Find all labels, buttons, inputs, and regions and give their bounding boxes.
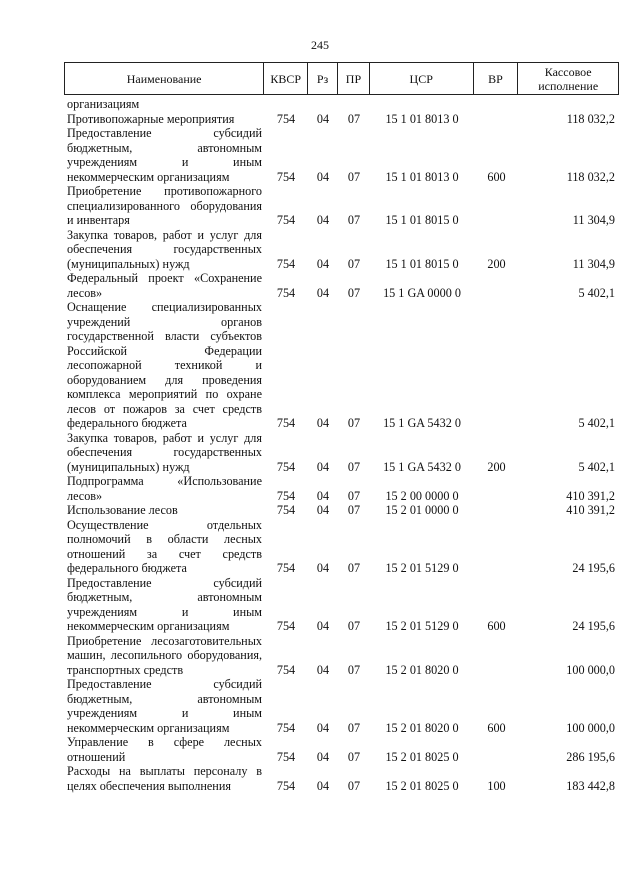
row-rz: 04 (316, 619, 330, 633)
row-sum: 11 304,9 (572, 256, 615, 271)
row-kvsr: 754 (276, 285, 296, 300)
row-name: Управление в сфере лесных отношений (67, 735, 262, 764)
row-csr: 15 2 01 5129 0 (385, 561, 459, 575)
row-kvsr: 754 (276, 561, 296, 575)
row-rz: 04 (316, 561, 330, 575)
table-row (64, 300, 619, 431)
header-vr: ВР (474, 63, 519, 94)
row-vr: 100 (487, 778, 506, 793)
row-kvsr: 754 (276, 503, 296, 517)
header-pr: ПР (338, 63, 370, 94)
row-vr: 200 (487, 459, 506, 474)
row-kvsr: 754 (276, 778, 296, 793)
table-row (64, 735, 619, 764)
row-sum: 410 391,2 (566, 503, 615, 517)
row-csr: 15 1 GA 5432 0 (383, 416, 461, 430)
row-sum: 11 304,9 (572, 213, 615, 227)
row-sum: 24 195,6 (572, 561, 615, 575)
row-csr: 15 2 01 8020 0 (385, 720, 459, 735)
row-csr: 15 1 01 8013 0 (385, 111, 459, 126)
table-header (64, 62, 619, 95)
row-rz: 04 (316, 213, 330, 227)
page-number: 245 (311, 38, 329, 52)
row-vr: 600 (487, 720, 506, 735)
row-pr: 07 (347, 488, 361, 503)
row-pr: 07 (347, 778, 361, 793)
row-pr: 07 (347, 749, 361, 764)
row-pr: 07 (347, 459, 361, 474)
row-rz: 04 (316, 503, 330, 517)
table-row (64, 576, 619, 634)
row-name: Закупка товаров, работ и услуг для обеспечения государственных (муниципальных) нужд (67, 430, 262, 474)
row-rz: 04 (316, 749, 330, 764)
row-pr: 07 (347, 213, 361, 227)
row-csr: 15 1 01 8015 0 (385, 213, 459, 227)
header-name: Наименование (65, 63, 264, 94)
row-rz: 04 (316, 416, 330, 430)
row-pr: 07 (347, 169, 361, 184)
row-name: Осуществление отдельных полномочий в области лесных отношений за счет средств федерального бюджета (67, 517, 262, 575)
row-rz: 04 (316, 256, 330, 271)
row-name: Предоставление субсидий бюджетным, автономным учреждениям и иным некоммерческим организациям (67, 575, 262, 633)
row-pr: 07 (347, 111, 361, 126)
table-row (64, 634, 619, 678)
row-vr: 600 (487, 169, 506, 184)
row-csr: 15 1 GA 0000 0 (383, 285, 461, 300)
row-name: организациям (67, 97, 140, 111)
row-rz: 04 (316, 662, 330, 677)
row-sum: 24 195,6 (572, 619, 615, 633)
row-name: Расходы на выплаты персоналу в целях обеспечения выполнения (67, 764, 262, 793)
row-name: Подпрограмма «Использование лесов» (67, 474, 262, 503)
row-csr: 15 2 01 8025 0 (385, 749, 459, 764)
row-kvsr: 754 (276, 416, 296, 430)
row-sum: 183 442,8 (566, 778, 615, 793)
row-kvsr: 754 (276, 111, 296, 126)
table-row (64, 112, 619, 127)
row-csr: 15 1 01 8013 0 (385, 169, 459, 184)
header-kvsr: КВСР (264, 63, 308, 94)
row-kvsr: 754 (276, 169, 296, 184)
row-name: Противопожарные мероприятия (67, 111, 235, 126)
row-sum: 410 391,2 (566, 488, 615, 503)
row-kvsr: 754 (276, 488, 296, 503)
row-pr: 07 (347, 619, 361, 633)
row-csr: 15 2 01 5129 0 (385, 619, 459, 633)
table-row (64, 677, 619, 735)
row-sum: 286 195,6 (566, 749, 615, 764)
row-kvsr: 754 (276, 619, 296, 633)
row-rz: 04 (316, 778, 330, 793)
row-csr: 15 1 GA 5432 0 (383, 459, 461, 474)
row-sum: 5 402,1 (578, 459, 615, 474)
row-kvsr: 754 (276, 256, 296, 271)
row-name: Приобретение лесозаготовительных машин, лесопильного оборудования, транспортных средств (67, 633, 262, 677)
row-pr: 07 (347, 256, 361, 271)
row-name: Предоставление субсидий бюджетным, автономным учреждениям и иным некоммерческим организациям (67, 677, 262, 735)
row-rz: 04 (316, 720, 330, 735)
row-sum: 100 000,0 (566, 662, 615, 677)
row-kvsr: 754 (276, 459, 296, 474)
row-rz: 04 (316, 459, 330, 474)
row-kvsr: 754 (276, 749, 296, 764)
table-row (64, 431, 619, 475)
row-name: Использование лесов (67, 503, 178, 517)
row-csr: 15 2 01 8025 0 (385, 778, 459, 793)
table-body (64, 97, 619, 793)
table-row (64, 764, 619, 793)
row-sum: 5 402,1 (578, 285, 615, 300)
row-csr: 15 2 00 0000 0 (385, 488, 459, 503)
row-csr: 15 2 01 0000 0 (385, 503, 459, 517)
table-row (64, 271, 619, 300)
table-row (64, 503, 619, 518)
row-kvsr: 754 (276, 662, 296, 677)
row-rz: 04 (316, 169, 330, 184)
row-kvsr: 754 (276, 720, 296, 735)
row-rz: 04 (316, 285, 330, 300)
table-row (64, 518, 619, 576)
row-name: Федеральный проект «Сохранение лесов» (67, 271, 262, 300)
row-rz: 04 (316, 488, 330, 503)
row-pr: 07 (347, 416, 361, 430)
header-rz: Рз (308, 63, 338, 94)
header-csr: ЦСР (370, 63, 474, 94)
row-sum: 5 402,1 (578, 416, 615, 430)
row-name: Оснащение специализированных учреждений органов государственной власти субъектов Российской Федерации лесопожарной техникой и оборудованием для проведения комплекса мероприятий по охране лесов от пожаров за счет средств федерального бюджета (67, 300, 262, 430)
row-pr: 07 (347, 285, 361, 300)
row-csr: 15 2 01 8020 0 (385, 662, 459, 677)
table-row (64, 474, 619, 503)
row-kvsr: 754 (276, 213, 296, 227)
table-row (64, 228, 619, 272)
row-pr: 07 (347, 662, 361, 677)
table-row (64, 97, 619, 112)
row-sum: 118 032,2 (566, 169, 615, 184)
row-sum: 100 000,0 (566, 720, 615, 735)
row-csr: 15 1 01 8015 0 (385, 256, 459, 271)
row-pr: 07 (347, 720, 361, 735)
row-sum: 118 032,2 (566, 111, 615, 126)
table-row (64, 126, 619, 184)
row-pr: 07 (347, 503, 361, 517)
table-row (64, 184, 619, 228)
row-name: Приобретение противопожарного специализированного оборудования и инвентаря (67, 184, 262, 227)
row-rz: 04 (316, 111, 330, 126)
row-vr: 600 (487, 619, 506, 633)
row-name: Закупка товаров, работ и услуг для обеспечения государственных (муниципальных) нужд (67, 227, 262, 271)
row-name: Предоставление субсидий бюджетным, автономным учреждениям и иным некоммерческим организациям (67, 126, 262, 184)
row-vr: 200 (487, 256, 506, 271)
header-sum: Кассовое исполнение (538, 64, 599, 93)
row-pr: 07 (347, 561, 361, 575)
